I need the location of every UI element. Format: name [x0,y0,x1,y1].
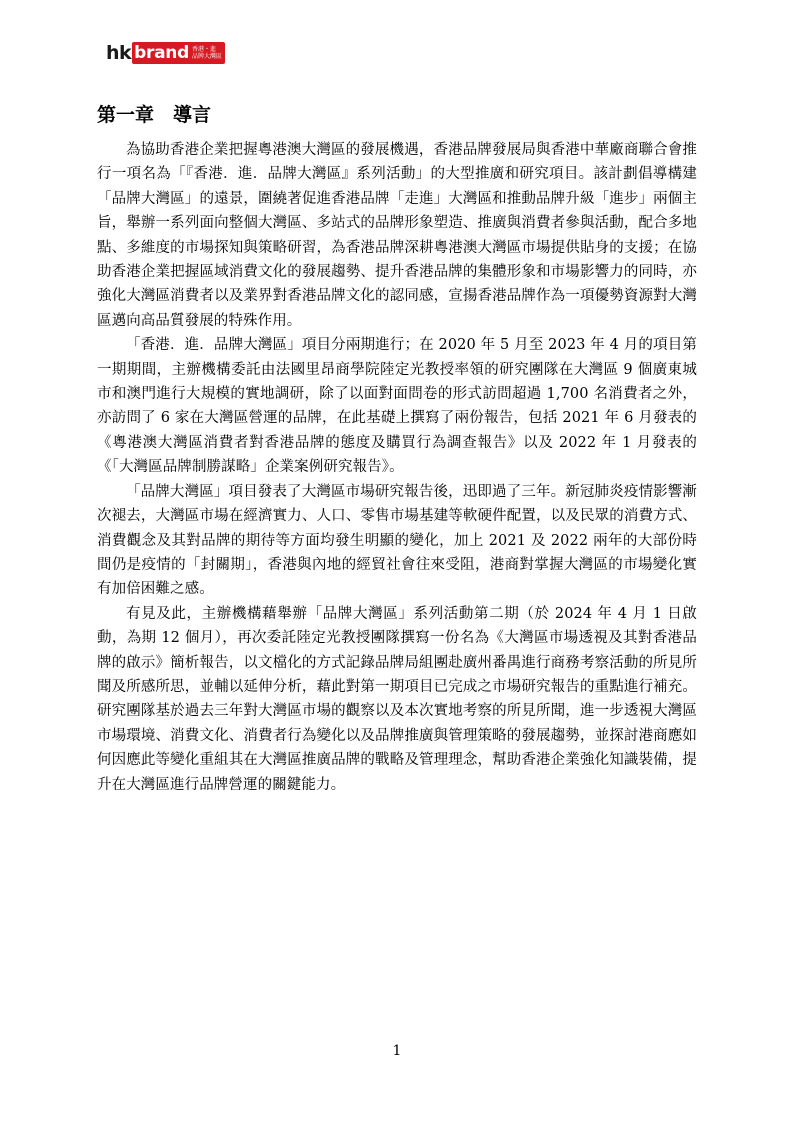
logo-hk-text: hk [106,42,132,64]
chapter-title: 第一章 導言 [97,104,212,126]
page-number: 1 [392,1043,402,1059]
hkbrand-logo [106,40,225,66]
logo-brand-box [132,42,225,64]
paragraph-4: 有見及此，主辦機構藉舉辦「品牌大灣區」系列活動第二期（於 2024 年 4 月 1 日啟動，為期 12 個月），再次委託陸定光教授團隊撰寫一份名為《大灣區市場透視及其對香港品牌的啟示》簡析報告，以文檔化的方式記錄品牌局組團赴廣州番禺進行商務考察活動的所見所聞及所感所思，並輔以延伸分析，藉此對第一期項目已完成之市場研究報告的重點進行補充。研究團隊基於過去三年對大灣區市場的觀察以及本次實地考察的所見所聞，進一步透視大灣區市場環境、消費文化、消費者行為變化以及品牌推廣與管理策略的發展趨勢，並探討港商應如何因應此等變化重組其在大灣區推廣品牌的戰略及管理理念，幫助香港企業強化知識裝備，提升在大灣區進行品牌營運的關鍵能力。 [97,605,697,793]
logo-tagline [192,46,222,60]
logo-tagline-line1: 香港・進 [191,46,216,53]
paragraph-3: 「品牌大灣區」項目發表了大灣區市場研究報告後，迅即過了三年。新冠肺炎疫情影響漸次褪去，大灣區市場在經濟實力、人口、零售市場基建等軟硬件配置，以及民眾的消費方式、消費觀念及其對品牌的期待等方面均發生明顯的變化，加上 2021 及 2022 兩年的大部份時間仍是疫情的「封關期」，香港與內地的經貿社會往來受阻，港商對掌握大灣區的市場變化實有加倍困難之感。 [97,483,697,598]
paragraph-1: 為協助香港企業把握粵港澳大灣區的發展機遇，香港品牌發展局與香港中華廠商聯合會推行一項名為「『香港．進．品牌大灣區』系列活動」的大型推廣和研究項目。該計劃倡導構建「品牌大灣區」的遠景，圍繞著促進香港品牌「走進」大灣區和推動品牌升級「進步」兩個主旨，舉辦一系列面向整個大灣區、多站式的品牌形象塑造、推廣與消費者參與活動，配合多地點、多維度的市場探知與策略研習，為香港品牌深耕粵港澳大灣區市場提供貼身的支援；在協助香港企業把握區域消費文化的發展趨勢、提升香港品牌的集體形象和市場影響力的同時，亦強化大灣區消費者以及業界對香港品牌文化的認同感，宣揚香港品牌作為一項優勢資源對大灣區邁向高品質發展的特殊作用。 [97,142,697,329]
logo-brand-text: brand [134,43,189,63]
body-text [97,138,697,797]
logo-tagline-line2: 品牌大灣區 [191,53,222,60]
paragraph-2: 「香港．進．品牌大灣區」項目分兩期進行；在 2020 年 5 月至 2023 年 4 月的項目第一期期間，主辦機構委託由法國里昂商學院陸定光教授率領的研究團隊在大灣區 9 個廣東城市和澳門進行大規模的實地調研，除了以面對面問卷的形式訪問超過 1,700 名消費者之外，亦訪問了 6 家在大灣區營運的品牌，在此基礎上撰寫了兩份報告，包括 2021 年 6 月發表的《粵港澳大灣區消費者對香港品牌的態度及購買行為調查報告》以及 2022 年 1 月發表的《「大灣區品牌制勝謀略」企業案例研究報告》。 [97,337,697,476]
